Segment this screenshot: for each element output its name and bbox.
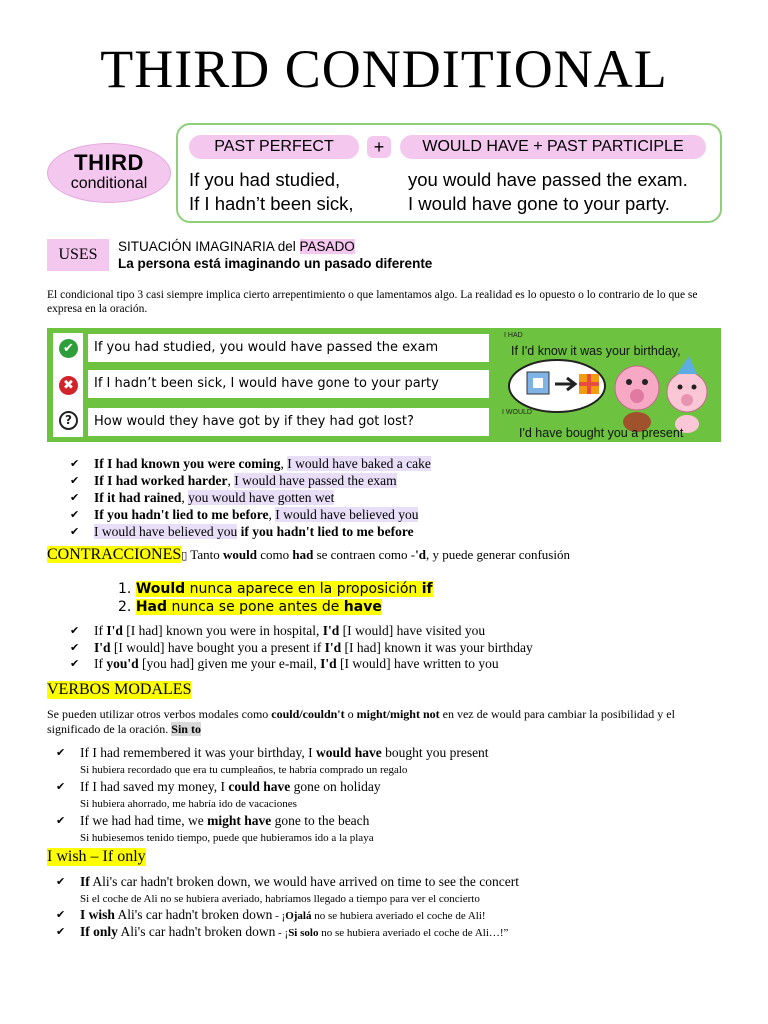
cartoon-tag1: I HAD [504, 332, 523, 339]
panel-example-2: If I hadn’t been sick, I would have gone to your party [88, 370, 489, 398]
cross-icon: ✖ [59, 376, 78, 395]
list-item: ✔ I wish Ali's car hadn't broken down - ¡Ojalá no se hubiera averiado el coche de Ali! [56, 907, 519, 924]
past-perfect-label: PAST PERFECT [189, 135, 359, 159]
contraction-rule-1: 1. Would nunca aparece en la proposición if [118, 581, 433, 597]
list-item: ✔ If I had worked harder, I would have passed the exam [70, 472, 431, 489]
list-item: ✔ If you'd [you had] given me your e-mail, I'd [I would] have written to you [70, 656, 533, 673]
panel-example-3: How would they have got by if they had got lost? [88, 408, 489, 436]
would-have-label: WOULD HAVE + PAST PARTICIPLE [400, 135, 706, 159]
formula-ex2-main: I would have gone to your party. [408, 193, 670, 214]
list-item: ✔ If I had remembered it was your birthday, I would have bought you present Si hubiera recordado que era tu cumpleaños, te habría comprado un regalo [56, 745, 489, 778]
uses-line1b: PASADO [299, 239, 355, 254]
birthday-cartoon [497, 330, 719, 440]
list-item: ✔ If you hadn't lied to me before, I would have believed you [70, 506, 431, 523]
page-title: THIRD CONDITIONAL [100, 39, 668, 99]
cartoon-caption1: If I'd know it was your birthday, [511, 344, 681, 358]
examples-list-2 [70, 623, 533, 673]
formula-ex2-if: If I hadn’t been sick, [189, 193, 354, 214]
wish-heading: I wish – If only [47, 848, 146, 865]
list-item: ✔ I would have believed you if you hadn't lied to me before [70, 523, 431, 540]
contracciones-heading: CONTRACCIONES [47, 546, 182, 563]
list-item: ✔ If I'd [I had] known you were in hospital, I'd [I would] have visited you [70, 623, 533, 640]
modales-list [56, 745, 489, 846]
icon-column [53, 333, 83, 437]
formula-box [176, 123, 722, 223]
cartoon-caption2: I'd have bought you a present [519, 426, 684, 440]
formula-ex1-if: If you had studied, [189, 169, 341, 190]
question-icon: ? [59, 411, 78, 430]
badge-line2: conditional [70, 175, 148, 192]
sin-to-tag: Sin to [171, 722, 201, 736]
list-item: ✔ If Ali's car hadn't broken down, we would have arrived on time to see the concert Si el coche de Ali no se hubiera averiado, habríamos llegado a tiempo para ver el concierto [56, 874, 519, 907]
uses-line1a: SITUACIÓN IMAGINARIA del [118, 239, 300, 254]
box-glyph-icon: ▯ [181, 549, 188, 562]
formula-ex1-main: you would have passed the exam. [408, 169, 688, 190]
third-conditional-badge [47, 143, 171, 203]
badge-line1: THIRD [74, 150, 144, 175]
list-item: ✔ I'd [I would] have bought you a present if I'd [I had] known it was your birthday [70, 640, 533, 657]
wish-list [56, 874, 519, 941]
uses-line2: La persona está imaginando un pasado diferente [118, 256, 433, 271]
contraction-rule-2: 2. Had nunca se pone antes de have [118, 599, 382, 615]
check-icon: ✔ [59, 339, 78, 358]
uses-description [118, 238, 432, 272]
list-item: ✔ If I had known you were coming, I would have baked a cake [70, 455, 431, 472]
contracciones-line: CONTRACCIONES▯ Tanto would como had se contraen como -'d, y puede generar confusión [47, 546, 570, 563]
list-item: ✔ If we had had time, we might have gone to the beach Si hubiesemos tenido tiempo, puede que hubieramos ido a la playa [56, 813, 489, 846]
plus-sign: + [367, 136, 391, 158]
list-item: ✔ If I had saved my money, I could have gone on holiday Si hubiera ahorrado, me habría ido de vacaciones [56, 779, 489, 812]
modales-intro: Se pueden utilizar otros verbos modales como could/couldn't o might/might not en vez de would para cambiar la posibilidad y el significado de la oración. Sin to [47, 707, 675, 736]
uses-label: USES [47, 239, 109, 271]
modales-heading: VERBOS MODALES [47, 681, 192, 698]
intro-paragraph: El condicional tipo 3 casi siempre implica cierto arrepentimiento o que lamentamos algo. La realidad es lo opuesto o lo contrario de lo que se expresa en la oración. [47, 289, 698, 315]
examples-panel [47, 328, 721, 442]
examples-list-1 [70, 455, 431, 540]
cartoon-tag2: I WOULD [502, 409, 532, 416]
list-item: ✔ If only Ali's car hadn't broken down - ¡Si solo no se hubiera averiado el coche de Ali…!” [56, 924, 519, 941]
panel-example-1: If you had studied, you would have passed the exam [88, 334, 489, 362]
list-item: ✔ If it had rained, you would have gotten wet [70, 489, 431, 506]
